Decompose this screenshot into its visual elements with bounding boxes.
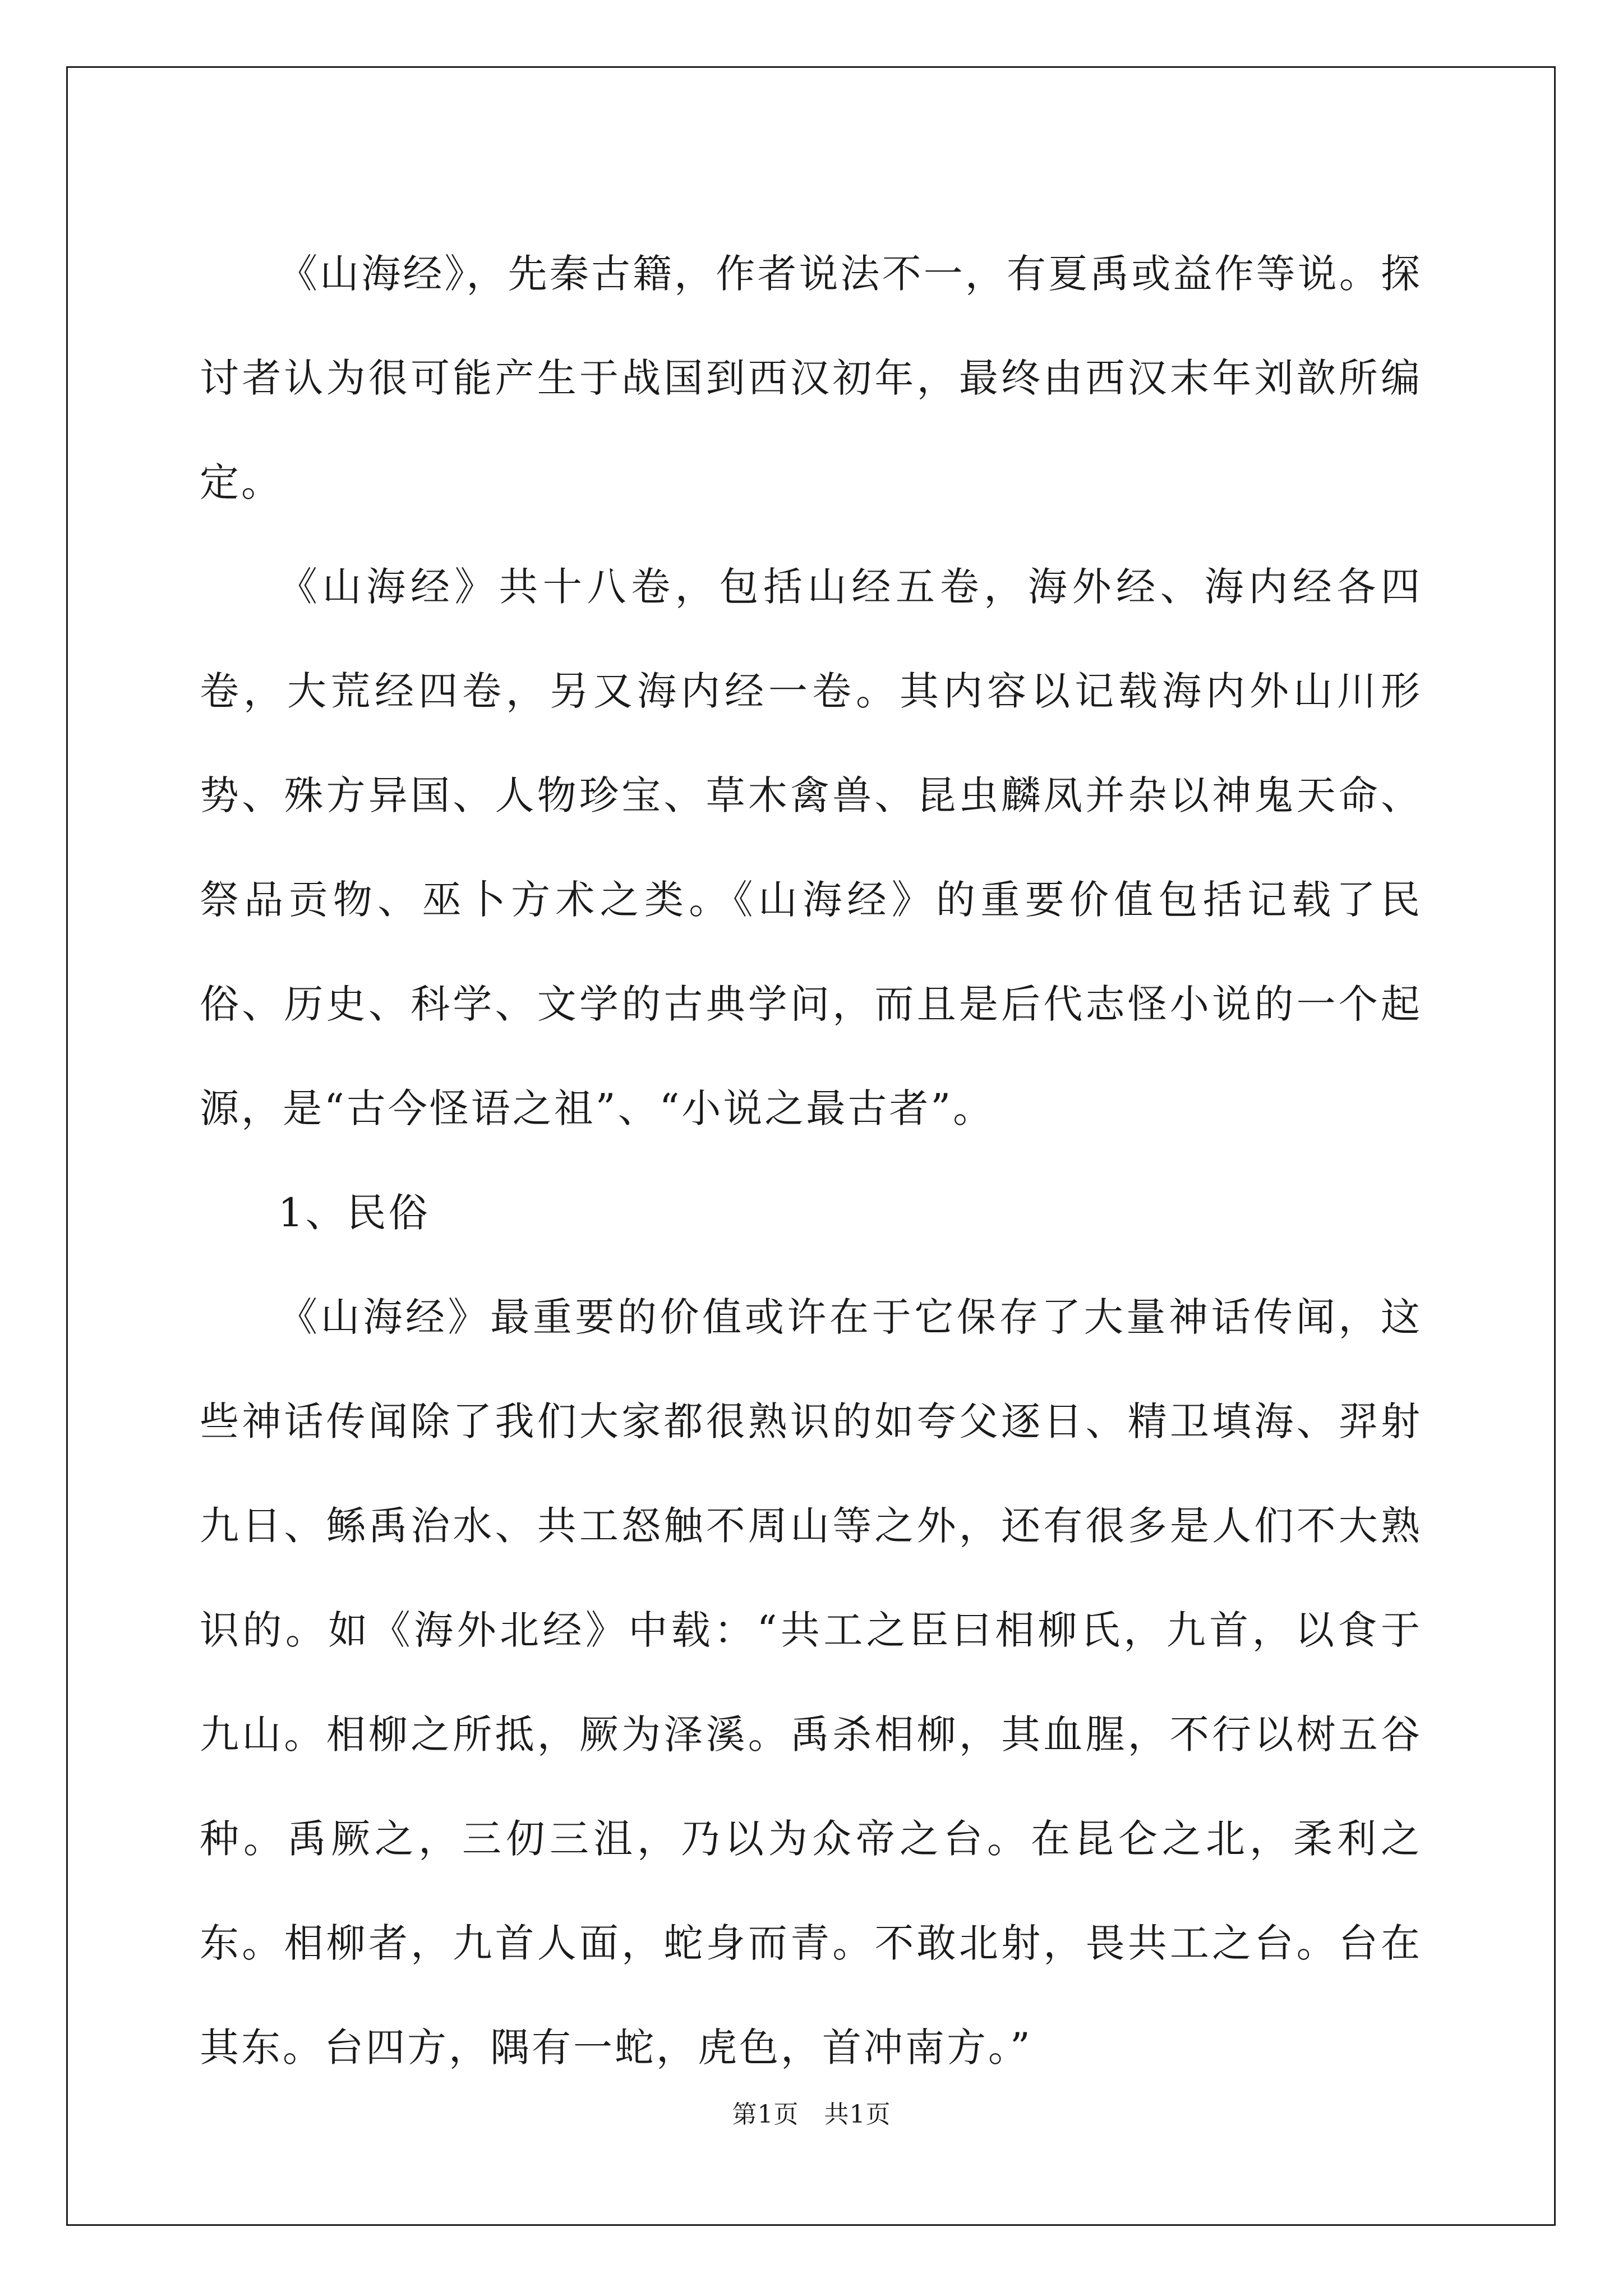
paragraph-folklore: 《山海经》最重要的价值或许在于它保存了大量神话传闻，这些神话传闻除了我们大家都很熟识的如夸父逐日、精卫填海、羿射九日、鲧禹治水、共工怒触不周山等之外，还有很多是人们不大熟识的。如《海外北经》中载：“共工之臣曰相柳氏，九首，以食于九山。相柳之所抵，厥为泽溪。禹杀相柳，其血腥，不行以树五谷种。禹厥之，三仞三沮，乃以为众帝之台。在昆仑之北，柔利之东。相柳者，九首人面，蛇身而青。不敢北射，畏共工之台。台在其东。台四方，隅有一蛇，虎色，首冲南方。” — [200, 1294, 1422, 2070]
section-heading-folklore: 1、民俗 — [278, 1190, 430, 1236]
paragraph-overview: 《山海经》共十八卷，包括山经五卷，海外经、海内经各四卷，大荒经四卷，另又海内经一卷。其内容以记载海内外山川形势、殊方异国、人物珍宝、草木禽兽、昆虫麟凤并杂以神鬼天命、祭品贡物、巫卜方术之类。《山海经》的重要价值包括记载了民俗、历史、科学、文学的古典学问，而且是后代志怪小说的一个起源，是“古今怪语之祖”、“小说之最古者”。 — [200, 564, 1422, 1131]
page-number-footer: 第1页 共1页 — [732, 2100, 891, 2129]
document-body — [200, 222, 1422, 2100]
paragraph-intro: 《山海经》，先秦古籍，作者说法不一，有夏禹或益作等说。探讨者认为很可能产生于战国到西汉初年，最终由西汉末年刘歆所编定。 — [200, 251, 1422, 505]
